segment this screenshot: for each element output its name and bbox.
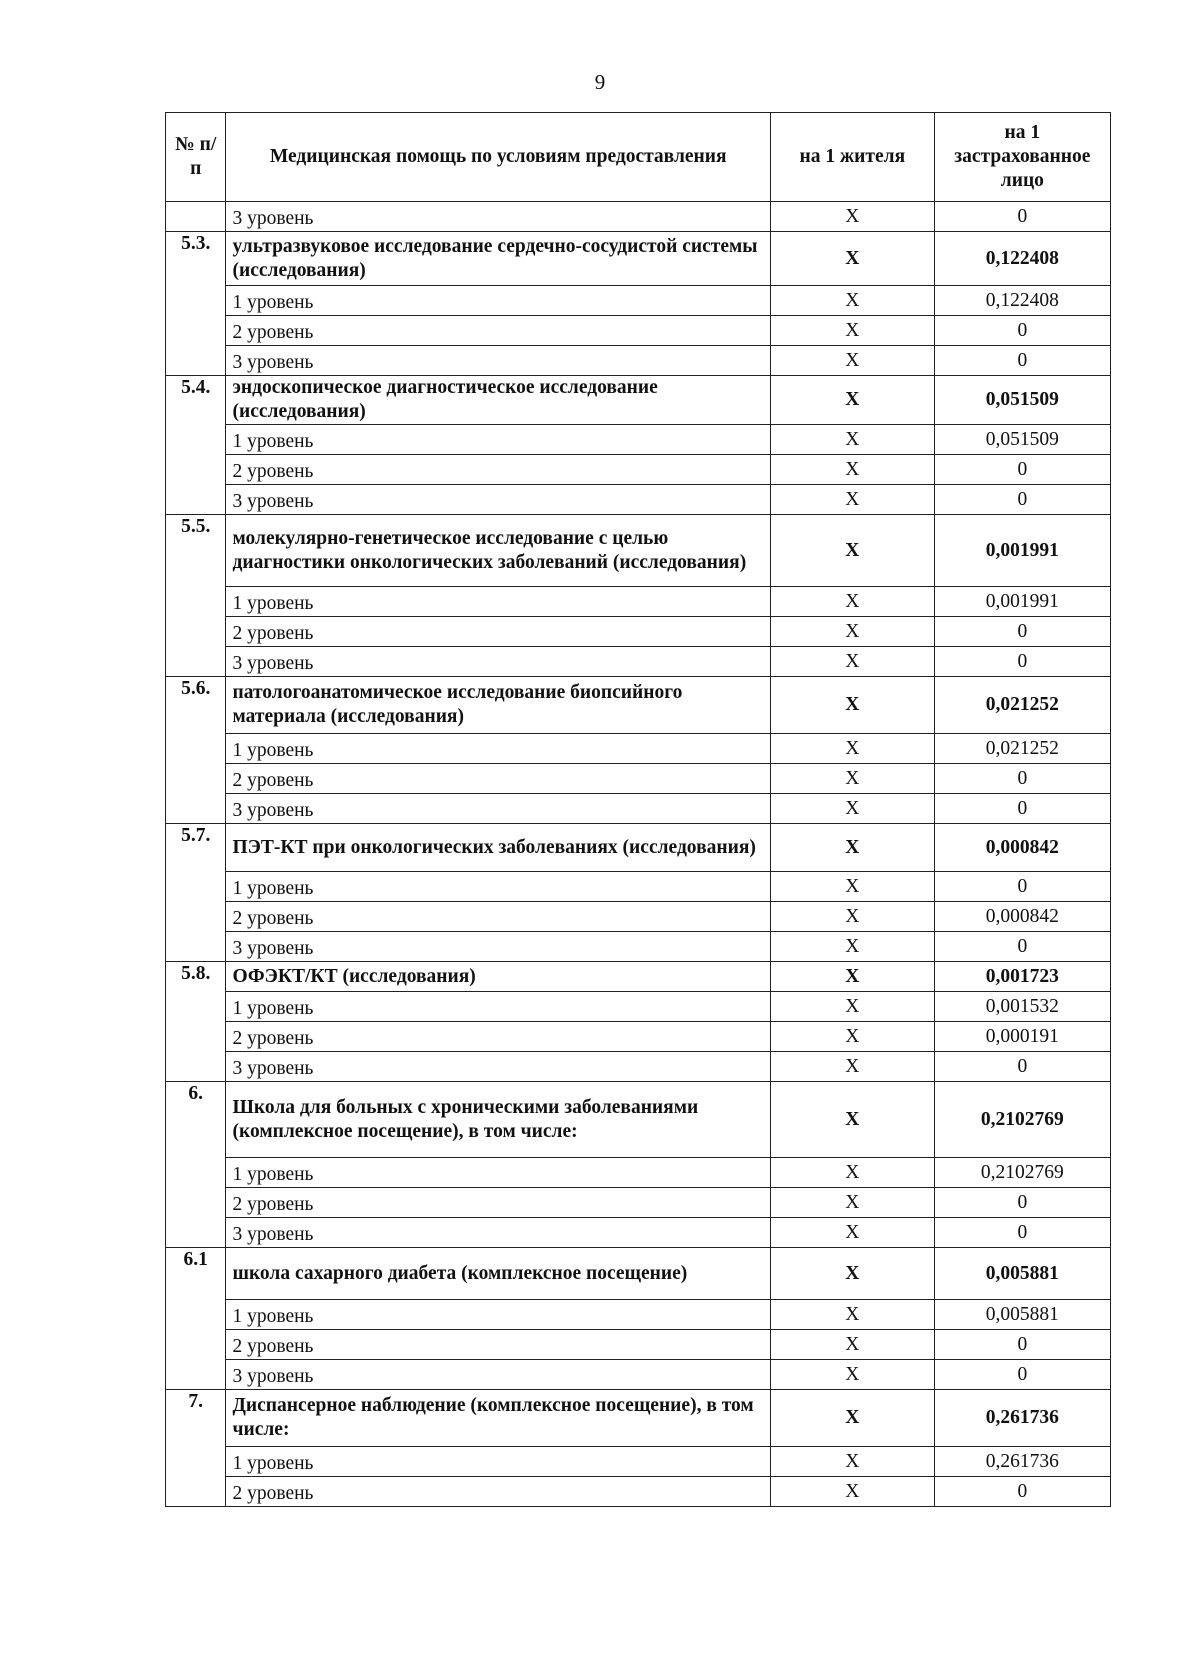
level-name: 1 уровень — [226, 1300, 770, 1330]
table-row-section — [166, 824, 1111, 872]
section-per-resident: Х — [770, 232, 934, 286]
table-row-level — [166, 1360, 1111, 1390]
level-name: 1 уровень — [226, 1447, 770, 1477]
level-name: 3 уровень — [226, 1218, 770, 1248]
section-title: Школа для больных с хроническими заболеваниями (комплексное посещение), в том числе: — [226, 1082, 770, 1158]
section-per-insured: 0,122408 — [934, 232, 1110, 286]
level-per-insured: 0 — [934, 932, 1110, 962]
level-per-insured: 0,005881 — [934, 1300, 1110, 1330]
table-header-row — [166, 113, 1111, 202]
table-row-section — [166, 1248, 1111, 1300]
level-per-resident: Х — [770, 617, 934, 647]
level-per-insured: 0,122408 — [934, 286, 1110, 316]
level-name: 3 уровень — [226, 1360, 770, 1390]
table-row-level — [166, 617, 1111, 647]
section-per-insured: 0,261736 — [934, 1390, 1110, 1447]
table-row-level — [166, 587, 1111, 617]
level-per-resident: Х — [770, 1300, 934, 1330]
level-per-insured: 0,021252 — [934, 734, 1110, 764]
level-name: 2 уровень — [226, 902, 770, 932]
section-title: ультразвуковое исследование сердечно-сосудистой системы (исследования) — [226, 232, 770, 286]
section-per-insured: 0,001723 — [934, 962, 1110, 992]
table-row-level — [166, 1477, 1111, 1507]
level-per-resident: Х — [770, 764, 934, 794]
section-per-resident: Х — [770, 376, 934, 425]
level-name: 3 уровень — [226, 485, 770, 515]
table-row-level — [166, 346, 1111, 376]
level-per-insured: 0,001532 — [934, 992, 1110, 1022]
level-per-insured: 0 — [934, 455, 1110, 485]
table-row-level — [166, 872, 1111, 902]
table-row-level — [166, 286, 1111, 316]
table-row-section — [166, 962, 1111, 992]
table-row-level — [166, 932, 1111, 962]
section-title: Диспансерное наблюдение (комплексное посещение), в том числе: — [226, 1390, 770, 1447]
table-row-level — [166, 1022, 1111, 1052]
table-row-level — [166, 455, 1111, 485]
section-title: ОФЭКТ/КТ (исследования) — [226, 962, 770, 992]
level-name: 3 уровень — [226, 346, 770, 376]
level-per-insured: 0,000191 — [934, 1022, 1110, 1052]
level-per-insured: 0 — [934, 1052, 1110, 1082]
table-row-section — [166, 376, 1111, 425]
level-per-insured: 0 — [934, 316, 1110, 346]
volume-standards-table — [165, 112, 1111, 1507]
level-name: 2 уровень — [226, 1188, 770, 1218]
section-per-resident: Х — [770, 677, 934, 734]
level-per-insured: 0 — [934, 647, 1110, 677]
level-per-resident: Х — [770, 794, 934, 824]
section-number: 5.5. — [166, 515, 226, 677]
section-per-insured: 0,005881 — [934, 1248, 1110, 1300]
table-row-level — [166, 1188, 1111, 1218]
level-name: 2 уровень — [226, 764, 770, 794]
level-per-resident: Х — [770, 1052, 934, 1082]
section-title: патологоанатомическое исследование биопсийного материала (исследования) — [226, 677, 770, 734]
section-title: эндоскопическое диагностическое исследование (исследования) — [226, 376, 770, 425]
level-per-insured: 0,051509 — [934, 425, 1110, 455]
level-per-resident: Х — [770, 455, 934, 485]
level-per-insured: 0,000842 — [934, 902, 1110, 932]
level-per-insured: 0,001991 — [934, 587, 1110, 617]
level-per-insured: 0,261736 — [934, 1447, 1110, 1477]
level-per-insured: 0 — [934, 794, 1110, 824]
level-name: 1 уровень — [226, 587, 770, 617]
level-per-resident: Х — [770, 202, 934, 232]
table-row-level — [166, 425, 1111, 455]
table-row-level — [166, 1158, 1111, 1188]
level-per-resident: Х — [770, 1188, 934, 1218]
level-per-resident: Х — [770, 1158, 934, 1188]
table-row-section — [166, 1082, 1111, 1158]
level-name: 2 уровень — [226, 617, 770, 647]
section-per-resident: Х — [770, 1248, 934, 1300]
header-per-resident: на 1 жителя — [770, 113, 934, 202]
level-name: 1 уровень — [226, 734, 770, 764]
table-row-level — [166, 794, 1111, 824]
level-per-resident: Х — [770, 932, 934, 962]
level-per-resident: Х — [770, 1447, 934, 1477]
level-name: 2 уровень — [226, 1022, 770, 1052]
section-per-resident: Х — [770, 1082, 934, 1158]
header-care-type: Медицинская помощь по условиям предоставления — [226, 113, 770, 202]
section-title: молекулярно-генетическое исследование с целью диагностики онкологических заболеваний (исследования) — [226, 515, 770, 587]
section-number: 6.1 — [166, 1248, 226, 1390]
level-per-resident: Х — [770, 1218, 934, 1248]
level-per-resident: Х — [770, 1477, 934, 1507]
level-per-resident: Х — [770, 587, 934, 617]
level-name: 1 уровень — [226, 992, 770, 1022]
level-per-insured: 0,2102769 — [934, 1158, 1110, 1188]
header-number: № п/п — [166, 113, 226, 202]
level-per-insured: 0 — [934, 1218, 1110, 1248]
level-per-insured: 0 — [934, 1330, 1110, 1360]
level-name: 1 уровень — [226, 425, 770, 455]
table-row-section — [166, 232, 1111, 286]
level-per-resident: Х — [770, 286, 934, 316]
section-number: 5.6. — [166, 677, 226, 824]
section-number — [166, 202, 226, 232]
section-title: ПЭТ-КТ при онкологических заболеваниях (исследования) — [226, 824, 770, 872]
section-number: 7. — [166, 1390, 226, 1507]
table-row-level — [166, 764, 1111, 794]
level-per-resident: Х — [770, 992, 934, 1022]
level-per-insured: 0 — [934, 764, 1110, 794]
level-per-insured: 0 — [934, 346, 1110, 376]
level-per-resident: Х — [770, 872, 934, 902]
section-number: 5.8. — [166, 962, 226, 1082]
level-name: 1 уровень — [226, 286, 770, 316]
table-row-level — [166, 316, 1111, 346]
section-per-insured: 0,001991 — [934, 515, 1110, 587]
level-per-resident: Х — [770, 1022, 934, 1052]
level-per-resident: Х — [770, 902, 934, 932]
section-per-insured: 0,000842 — [934, 824, 1110, 872]
table-row-level — [166, 485, 1111, 515]
level-name: 3 уровень — [226, 647, 770, 677]
section-number: 5.7. — [166, 824, 226, 962]
header-per-insured: на 1 застрахованное лицо — [934, 113, 1110, 202]
section-number: 5.4. — [166, 376, 226, 515]
level-per-resident: Х — [770, 647, 934, 677]
level-per-resident: Х — [770, 1360, 934, 1390]
level-per-resident: Х — [770, 316, 934, 346]
section-number: 5.3. — [166, 232, 226, 376]
section-per-resident: Х — [770, 824, 934, 872]
level-name: 2 уровень — [226, 455, 770, 485]
level-per-resident: Х — [770, 346, 934, 376]
table-row-section — [166, 1390, 1111, 1447]
level-name: 1 уровень — [226, 1158, 770, 1188]
table-row-level — [166, 202, 1111, 232]
section-per-insured: 0,021252 — [934, 677, 1110, 734]
level-per-resident: Х — [770, 734, 934, 764]
table-row-level — [166, 1447, 1111, 1477]
level-name: 3 уровень — [226, 932, 770, 962]
level-name: 3 уровень — [226, 794, 770, 824]
section-title: школа сахарного диабета (комплексное посещение) — [226, 1248, 770, 1300]
section-per-resident: Х — [770, 515, 934, 587]
table-row-level — [166, 1052, 1111, 1082]
level-per-insured: 0 — [934, 1477, 1110, 1507]
level-per-insured: 0 — [934, 617, 1110, 647]
table-row-level — [166, 1330, 1111, 1360]
table-row-level — [166, 902, 1111, 932]
table-row-level — [166, 1300, 1111, 1330]
level-per-resident: Х — [770, 425, 934, 455]
table-row-level — [166, 647, 1111, 677]
section-per-resident: Х — [770, 1390, 934, 1447]
level-per-insured: 0 — [934, 872, 1110, 902]
table-row-level — [166, 734, 1111, 764]
table-row-level — [166, 992, 1111, 1022]
page-number: 9 — [594, 70, 606, 94]
level-name: 3 уровень — [226, 1052, 770, 1082]
level-name: 3 уровень — [226, 202, 770, 232]
section-per-insured: 0,2102769 — [934, 1082, 1110, 1158]
table-body — [166, 202, 1111, 1507]
level-name: 2 уровень — [226, 316, 770, 346]
level-name: 2 уровень — [226, 1330, 770, 1360]
level-per-insured: 0 — [934, 485, 1110, 515]
level-name: 2 уровень — [226, 1477, 770, 1507]
section-per-insured: 0,051509 — [934, 376, 1110, 425]
level-per-insured: 0 — [934, 1188, 1110, 1218]
table-row-section — [166, 677, 1111, 734]
level-per-insured: 0 — [934, 202, 1110, 232]
level-name: 1 уровень — [226, 872, 770, 902]
level-per-insured: 0 — [934, 1360, 1110, 1390]
section-number: 6. — [166, 1082, 226, 1248]
section-per-resident: Х — [770, 962, 934, 992]
table-row-level — [166, 1218, 1111, 1248]
level-per-resident: Х — [770, 485, 934, 515]
table-row-section — [166, 515, 1111, 587]
level-per-resident: Х — [770, 1330, 934, 1360]
